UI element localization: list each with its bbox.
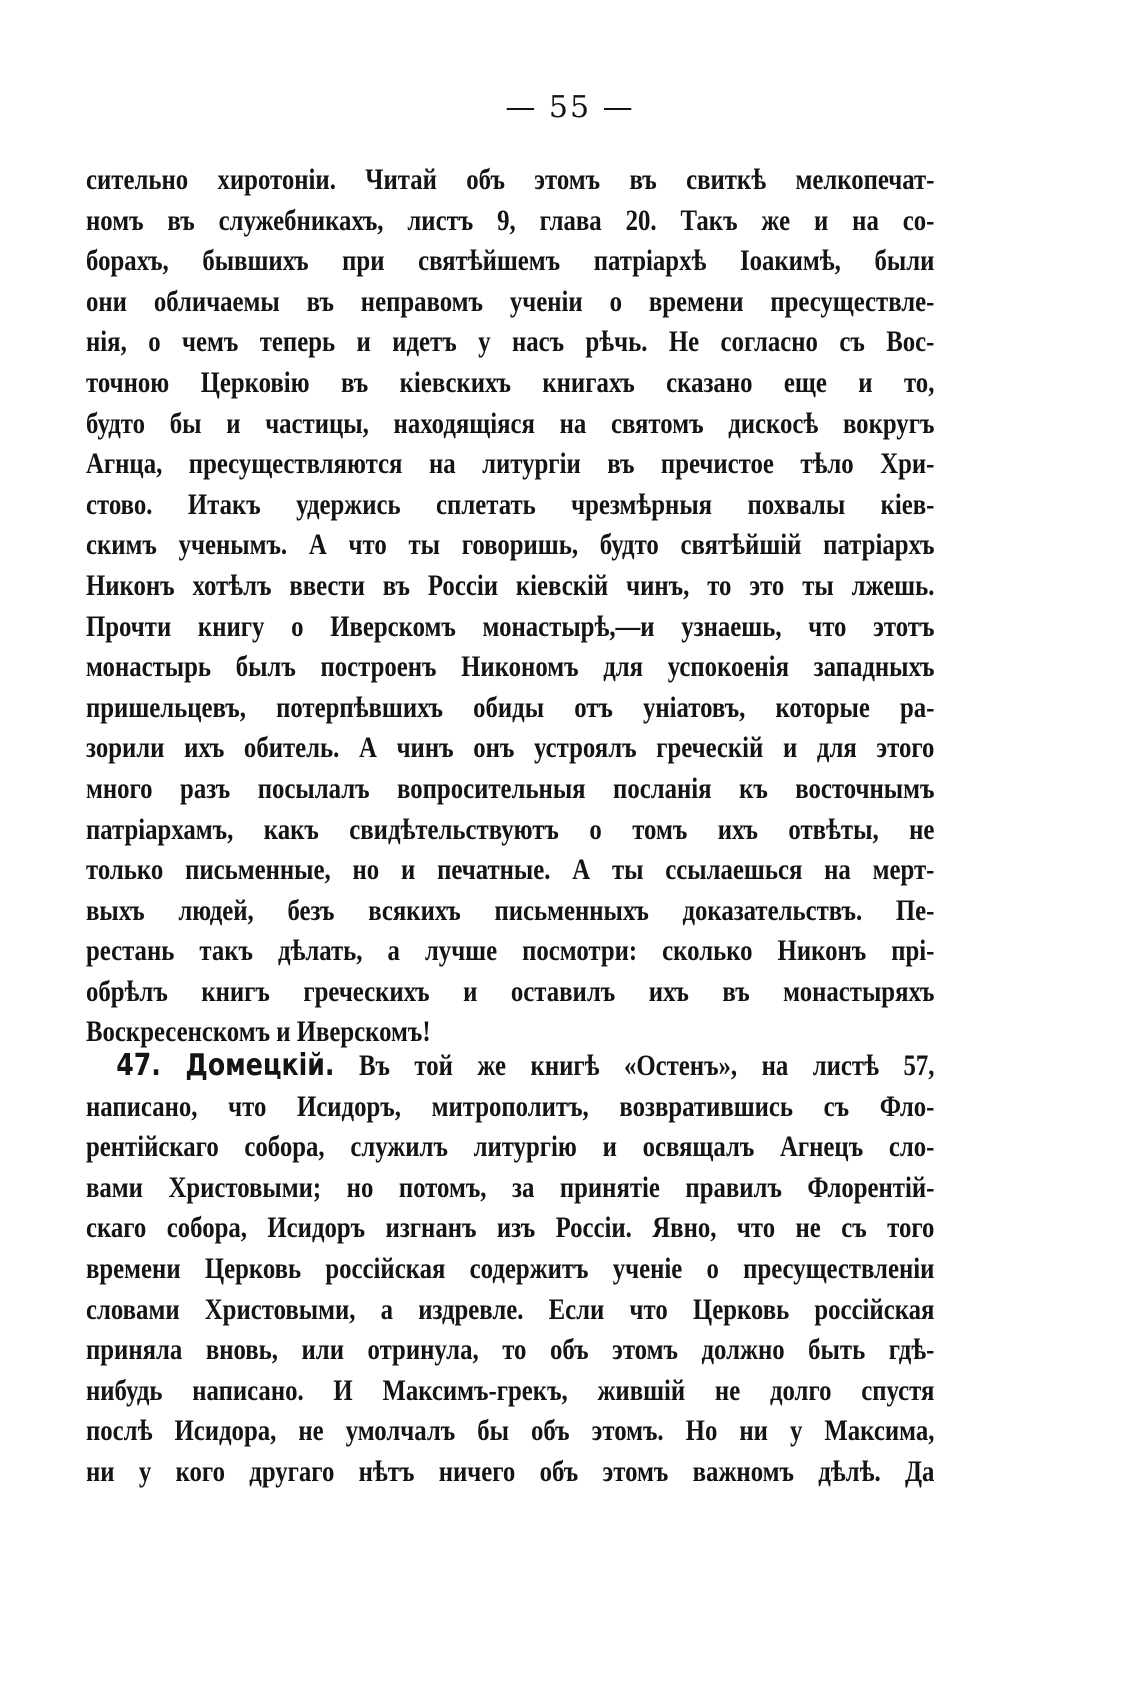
text-line: они обличаемы въ неправомъ ученіи о времени пресуществле- <box>86 285 935 318</box>
text-line: рестань такъ дѣлать, а лучше посмотри: сколько Никонъ прі- <box>86 935 935 968</box>
text-line: монастырь былъ построенъ Никономъ для успокоенія западныхъ <box>86 651 935 684</box>
section-speaker: Домецкій. <box>185 1048 335 1083</box>
section-first-line <box>86 1046 934 1087</box>
text-line: скимъ ученымъ. А что ты говоришь, будто святѣйшій патріархъ <box>86 529 935 562</box>
text-line: патріархамъ, какъ свидѣтельствуютъ о томъ ихъ отвѣты, не <box>86 813 935 846</box>
text-line: ни у кого другаго нѣтъ ничего объ этомъ важномъ дѣлѣ. Да <box>86 1455 935 1488</box>
text-line: только письменные, но и печатные. А ты ссылаешься на мерт- <box>86 854 935 887</box>
text-line: скаго собора, Исидоръ изгнанъ изъ Россіи. Явно, что не съ того <box>86 1212 935 1245</box>
text-line: словами Христовыми, а издревле. Если что Церковь россійская <box>86 1293 935 1326</box>
text-line: рентійскаго собора, служилъ литургію и освящалъ Агнецъ сло- <box>86 1131 935 1164</box>
text-line: написано, что Исидоръ, митрополитъ, возвратившись съ Фло- <box>86 1090 935 1123</box>
text-line: Агнца, пресуществляются на литургіи въ пречистое тѣло Хри- <box>86 448 935 481</box>
text-line: вами Христовыми; но потомъ, за принятіе правилъ Флорентій- <box>86 1171 935 1204</box>
text-line: точною Церковію въ кіевскихъ книгахъ сказано еще и то, <box>86 366 935 399</box>
text-line: приняла вновь, или отринула, то объ этомъ должно быть гдѣ- <box>86 1334 935 1367</box>
text-line: нибудь написано. И Максимъ-грекъ, жившій не долго спустя <box>86 1374 935 1407</box>
text-line: Никонъ хотѣлъ ввести въ Россіи кіевскій чинъ, то это ты лжешь. <box>86 569 935 602</box>
text-line: пришельцевъ, потерпѣвшихъ обиды отъ уніатовъ, которые ра- <box>86 691 935 724</box>
text-line: выхъ людей, безъ всякихъ письменныхъ доказательствъ. Пе- <box>86 894 935 927</box>
text-line: номъ въ служебникахъ, листъ 9, глава 20. Такъ же и на со- <box>86 204 935 237</box>
text-line: зорили ихъ обитель. А чинъ онъ устроялъ греческій и для этого <box>86 732 935 765</box>
section-number: 47. <box>116 1048 161 1083</box>
text-line: борахъ, бывшихъ при святѣйшемъ патріархѣ Іоакимѣ, были <box>86 245 935 278</box>
section-47 <box>86 1046 935 1493</box>
text-line: обрѣлъ книгъ греческихъ и оставилъ ихъ въ монастыряхъ <box>86 975 935 1008</box>
body-text-continuation <box>86 160 935 1053</box>
text-line: Прочти книгу о Иверскомъ монастырѣ,—и узнаешь, что этотъ <box>86 610 935 643</box>
text-line: стово. Итакъ удержись сплетать чрезмѣрныя похвалы кіев- <box>86 488 935 521</box>
text-line: много разъ посылалъ вопросительныя посланія къ восточнымъ <box>86 772 935 805</box>
text-line: будто бы и частицы, находящіяся на святомъ дискосѣ вокругъ <box>86 407 935 440</box>
section-first-line-text: Въ той же книгѣ «Остенъ», на листѣ 57, <box>358 1050 935 1082</box>
page-number: — 55 — <box>505 90 635 125</box>
text-line: нія, о чемъ теперь и идетъ у насъ рѣчь. Не согласно съ Вос- <box>86 326 935 359</box>
text-line: послѣ Исидора, не умолчалъ бы объ этомъ. Но ни у Максима, <box>86 1415 935 1448</box>
text-line: времени Церковь россійская содержитъ ученіе о пресуществленіи <box>86 1252 935 1285</box>
text-line: сительно хиротоніи. Читай объ этомъ въ свиткѣ мелкопечат- <box>86 164 935 196</box>
text-line: Воскресенскомъ и Иверскомъ! <box>86 1016 431 1049</box>
